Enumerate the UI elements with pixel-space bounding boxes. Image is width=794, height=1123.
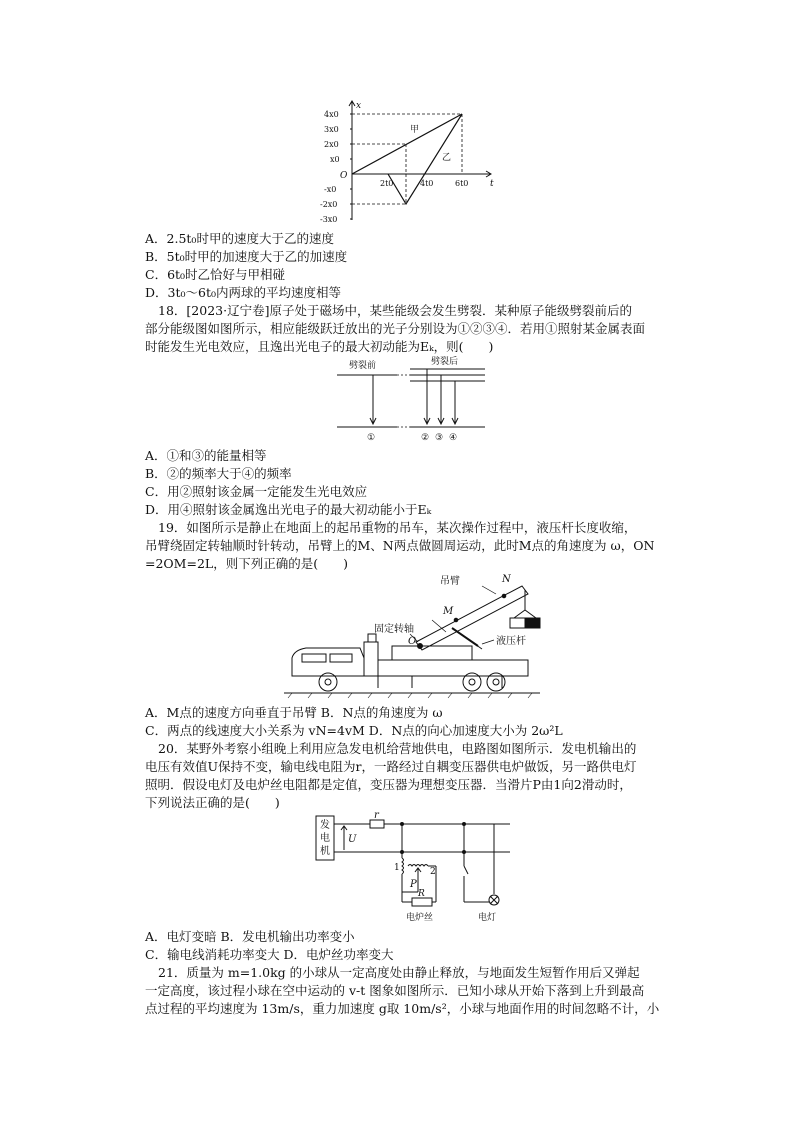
truck-chassis — [378, 660, 528, 676]
q20-stem-line: 电压有效值U保持不变，输电线电阻为r，一路经过自耦变压器供电炉做饭，另一路供电灯 — [145, 759, 637, 774]
turntable — [392, 646, 472, 660]
x-tick-label: 4t0 — [420, 179, 434, 188]
resistance-r-label: r — [374, 810, 379, 821]
t-axis-label: t — [490, 179, 494, 189]
y-tick-label: -2x0 — [320, 200, 338, 209]
q18-stem-line: 部分能级图如图所示，相应能级跃迁放出的光子分别设为①②③④．若用①照射某金属表面 — [145, 321, 646, 336]
autotransformer-coil — [402, 858, 404, 874]
q21-stem-line: 21．质量为 m=1.0kg 的小球从一定高度处由静止释放，与地面发生短暂作用后又弹起 — [158, 965, 640, 980]
pivot-label: 固定转轴 — [374, 624, 414, 635]
q17-option-c: C．6t₀时乙恰好与甲相碰 — [145, 267, 286, 282]
q17-option-d: D．3t₀～6t₀内两球的平均速度相等 — [145, 285, 341, 300]
q18-stem-line: 时能发生光电效应，且逸出光电子的最大初动能为Eₖ，则( ) — [145, 339, 494, 354]
cab-window — [302, 654, 326, 662]
x-tick-label: 6t0 — [455, 179, 469, 188]
q20-stem-line: 20．某野外考察小组晚上利用应急发电机给营地供电，电路图如图所示．发电机输出的 — [158, 741, 637, 756]
circuit-figure — [312, 812, 512, 927]
origin-label: O — [340, 171, 348, 181]
q20-option-cd: C．输电线消耗功率变大 D．电炉丝功率变大 — [145, 947, 394, 962]
q20-option-ab: A．电灯变暗 B．发电机输出功率变小 — [145, 929, 355, 944]
resistor-r — [370, 820, 384, 828]
y-tick-label: 4x0 — [324, 110, 339, 119]
generator-label: 机 — [320, 846, 330, 857]
rod-label: 液压杆 — [496, 636, 526, 647]
q17-option-a: A．2.5t₀时甲的速度大于乙的速度 — [145, 231, 334, 246]
energy-level-figure — [335, 355, 490, 445]
q20-stem-line: 下列说法正确的是( ) — [145, 795, 280, 810]
q19-option-cd: C．两点的线速度大小关系为 vN=4vM D．N点的向心加速度大小为 2ω²L — [145, 723, 563, 738]
lamp-label: 电灯 — [478, 913, 497, 923]
q18-stem-line: 18．[2023·辽宁卷]原子处于磁场中，某些能级会发生劈裂．某种原子能级劈裂前后的 — [158, 303, 632, 318]
photon-label: ① — [367, 433, 376, 443]
coil-winding — [408, 865, 428, 867]
after-label: 劈裂后 — [431, 357, 459, 367]
point-o-label: O — [408, 636, 417, 647]
heater-label: 电炉丝 — [406, 913, 434, 923]
q19-stem-line: 19．如图所示是静止在地面上的起吊重物的吊车，某次操作过程中，液压杆长度收缩， — [158, 520, 637, 535]
y-tick-label: 3x0 — [324, 125, 339, 134]
point-m-label: M — [443, 606, 454, 617]
photon-label: ② — [421, 433, 430, 443]
generator-label: 发 — [320, 820, 330, 831]
x-axis-label: x — [356, 101, 362, 111]
boom-label: 吊臂 — [440, 576, 460, 587]
photon-label: ③ — [435, 433, 444, 443]
q19-option-ab: A．M点的速度方向垂直于吊臂 B．N点的角速度为 ω — [145, 705, 443, 720]
y-tick-label: -x0 — [324, 185, 337, 194]
y-tick-label: x0 — [330, 155, 340, 164]
q20-stem-line: 照明．假设电灯及电炉丝电阻都是定值，变压器为理想变压器．当滑片P由1向2滑动时， — [145, 777, 632, 792]
before-label: 劈裂前 — [349, 361, 377, 371]
y-tick-label: 2x0 — [324, 140, 339, 149]
y-tick-label: -3x0 — [320, 215, 338, 224]
q18-option-d: D．用④照射该金属逸出光电子的最大初动能小于Eₖ — [145, 502, 432, 517]
heater-resistor — [412, 898, 432, 906]
tap-1-label: 1 — [394, 863, 400, 873]
pivot-point — [418, 644, 423, 649]
q18-option-b: B．②的频率大于④的频率 — [145, 466, 292, 481]
series-jia-label: 甲 — [410, 125, 420, 135]
xt-graph-figure — [322, 98, 502, 228]
slider-p-label: P — [410, 879, 417, 890]
tap-2-label: 2 — [430, 867, 436, 877]
point-n-label: N — [502, 574, 511, 585]
photon-label: ④ — [449, 433, 458, 443]
series-yi-label: 乙 — [442, 153, 452, 163]
q18-option-a: A．①和③的能量相等 — [145, 448, 267, 463]
crane-figure — [282, 572, 542, 700]
voltage-label: U — [348, 834, 357, 845]
q19-stem-line: =2OM=2L，则下列正确的是( ) — [145, 556, 348, 571]
q19-stem-line: 吊臂绕固定转轴顺时针转动，吊臂上的M、N两点做圆周运动，此时M点的角速度为 ω，ON — [145, 538, 655, 553]
resistance-R-label: R — [418, 889, 425, 899]
q17-option-b: B．5t₀时甲的加速度大于乙的加速度 — [145, 249, 348, 264]
x-tick-label: 2t0 — [380, 179, 394, 188]
generator-label: 电 — [320, 833, 330, 844]
q18-option-c: C．用②照射该金属一定能发生光电效应 — [145, 484, 368, 499]
q21-stem-line: 一定高度，该过程小球在空中运动的 v-t 图象如图所示．已知小球从开始下落到上升到最高 — [145, 983, 645, 998]
q21-stem-line: 点过程的平均速度为 13m/s，重力加速度 g取 10m/s²，小球与地面作用的时间忽略不计，小 — [145, 1001, 660, 1016]
